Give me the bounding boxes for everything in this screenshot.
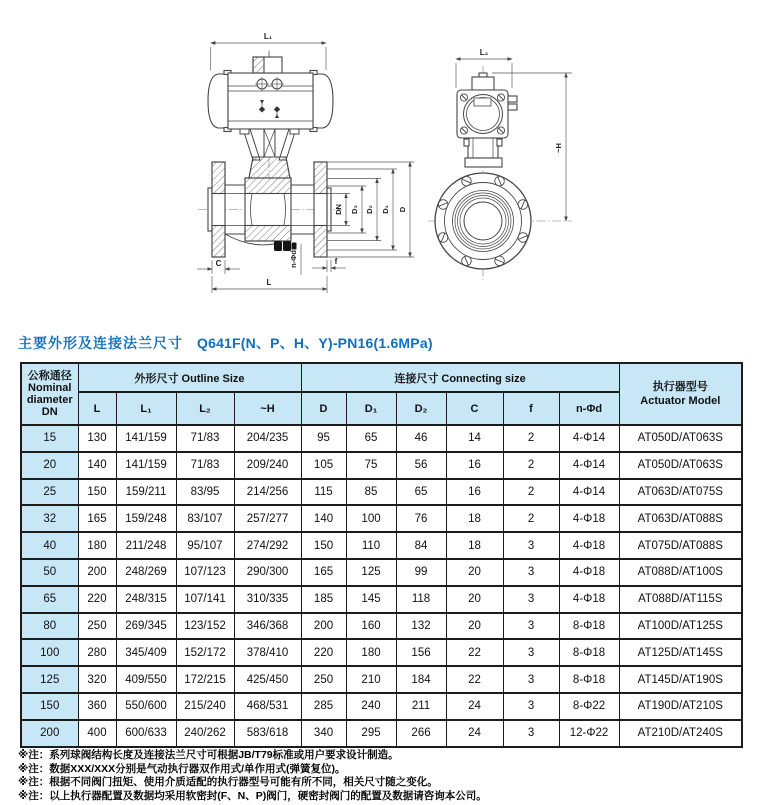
cell-n-phi-d: 4-Φ18 bbox=[559, 586, 619, 613]
cell-dn: 80 bbox=[21, 613, 78, 640]
cell-h: 468/531 bbox=[234, 693, 301, 720]
footnote-line: ※注：系列球阀结构长度及连接法兰尺寸可根据JB/T79标准或用户要求设计制造。 bbox=[18, 749, 399, 761]
cell-d1: 145 bbox=[346, 586, 396, 613]
cell-n-phi-d: 8-Φ18 bbox=[559, 613, 619, 640]
cell-l1: 141/159 bbox=[116, 452, 176, 479]
cell-dn: 150 bbox=[21, 693, 78, 720]
table-body bbox=[21, 425, 742, 747]
header-nominal-line: 公称通径 bbox=[27, 370, 72, 382]
cell-d2: 65 bbox=[396, 479, 446, 506]
cell-f: 2 bbox=[503, 505, 559, 532]
cell-d: 340 bbox=[301, 720, 346, 747]
cell-n-phi-d: 4-Φ18 bbox=[559, 532, 619, 559]
header-row-groups bbox=[21, 363, 742, 392]
cell-l: 130 bbox=[78, 425, 116, 452]
header-col-n-phi-d: n-Φd bbox=[559, 392, 619, 425]
cell-l1: 248/315 bbox=[116, 586, 176, 613]
cell-d: 140 bbox=[301, 505, 346, 532]
cell-h: 583/618 bbox=[234, 720, 301, 747]
header-col-D2: D₂ bbox=[396, 392, 446, 425]
cell-dn: 40 bbox=[21, 532, 78, 559]
cell-l1: 211/248 bbox=[116, 532, 176, 559]
cell-n-phi-d: 4-Φ14 bbox=[559, 452, 619, 479]
header-connecting-group: 连接尺寸 Connecting size bbox=[301, 363, 619, 392]
cell-d1: 110 bbox=[346, 532, 396, 559]
section-title bbox=[18, 333, 433, 353]
cell-h: 209/240 bbox=[234, 452, 301, 479]
dim-label-l1: L₁ bbox=[263, 32, 273, 41]
table-row bbox=[21, 586, 742, 613]
cell-c: 20 bbox=[446, 559, 503, 586]
cell-d1: 180 bbox=[346, 639, 396, 666]
cell-c: 20 bbox=[446, 613, 503, 640]
table-row bbox=[21, 505, 742, 532]
cell-dn: 50 bbox=[21, 559, 78, 586]
header-actuator-model bbox=[619, 363, 742, 425]
cell-c: 24 bbox=[446, 693, 503, 720]
cell-f: 2 bbox=[503, 425, 559, 452]
header-nominal-line: DN bbox=[41, 406, 58, 418]
cell-f: 3 bbox=[503, 532, 559, 559]
cell-c: 16 bbox=[446, 479, 503, 506]
header-col-H: ~H bbox=[234, 392, 301, 425]
cell-d1: 65 bbox=[346, 425, 396, 452]
cell-l1: 159/211 bbox=[116, 479, 176, 506]
flange-end-view bbox=[435, 173, 531, 269]
cell-l1: 248/269 bbox=[116, 559, 176, 586]
table-row bbox=[21, 452, 742, 479]
cell-l1: 600/633 bbox=[116, 720, 176, 747]
dim-label-d1: D₁ bbox=[381, 205, 390, 214]
cell-d1: 125 bbox=[346, 559, 396, 586]
cell-d2: 266 bbox=[396, 720, 446, 747]
header-nominal-line: Nominal bbox=[28, 382, 72, 394]
cell-f: 3 bbox=[503, 613, 559, 640]
cell-d2: 99 bbox=[396, 559, 446, 586]
cell-h: 425/450 bbox=[234, 666, 301, 693]
cell-l1: 550/600 bbox=[116, 693, 176, 720]
valve-end-view-drawing bbox=[420, 20, 650, 315]
cell-actuator-model: AT050D/AT063S bbox=[619, 452, 742, 479]
header-actuator-line: 执行器型号 bbox=[652, 381, 708, 393]
cell-l: 320 bbox=[78, 666, 116, 693]
section-title-zh: 主要外形及连接法兰尺寸 bbox=[18, 335, 183, 351]
cell-f: 3 bbox=[503, 639, 559, 666]
cell-f: 3 bbox=[503, 666, 559, 693]
cell-n-phi-d: 4-Φ18 bbox=[559, 505, 619, 532]
dim-label-d3: D₃ bbox=[350, 205, 359, 214]
cell-d: 150 bbox=[301, 532, 346, 559]
header-actuator-line: Actuator Model bbox=[640, 395, 721, 407]
cell-l: 165 bbox=[78, 505, 116, 532]
table-row bbox=[21, 666, 742, 693]
cell-l: 140 bbox=[78, 452, 116, 479]
cell-d: 200 bbox=[301, 613, 346, 640]
table-row bbox=[21, 559, 742, 586]
cell-dn: 65 bbox=[21, 586, 78, 613]
cell-f: 3 bbox=[503, 720, 559, 747]
header-col-D1: D₁ bbox=[346, 392, 396, 425]
cell-c: 22 bbox=[446, 666, 503, 693]
cell-n-phi-d: 4-Φ14 bbox=[559, 479, 619, 506]
cell-d1: 160 bbox=[346, 613, 396, 640]
mounting-bracket bbox=[240, 129, 299, 178]
cell-actuator-model: AT145D/AT190S bbox=[619, 666, 742, 693]
cell-l: 360 bbox=[78, 693, 116, 720]
table-row bbox=[21, 532, 742, 559]
dim-label-h: ~H bbox=[554, 143, 563, 153]
cell-actuator-model: AT075D/AT088S bbox=[619, 532, 742, 559]
table-row bbox=[21, 720, 742, 747]
cell-actuator-model: AT125D/AT145S bbox=[619, 639, 742, 666]
cell-d2: 46 bbox=[396, 425, 446, 452]
cell-l: 400 bbox=[78, 720, 116, 747]
cell-d2: 132 bbox=[396, 613, 446, 640]
dim-label-l: L bbox=[266, 278, 272, 287]
cell-d2: 184 bbox=[396, 666, 446, 693]
cell-d: 95 bbox=[301, 425, 346, 452]
cell-l2: 71/83 bbox=[176, 452, 234, 479]
cell-c: 14 bbox=[446, 425, 503, 452]
header-nominal-line: diameter bbox=[26, 394, 73, 406]
cell-l2: 172/215 bbox=[176, 666, 234, 693]
cell-actuator-model: AT190D/AT210S bbox=[619, 693, 742, 720]
cell-n-phi-d: 12-Φ22 bbox=[559, 720, 619, 747]
cell-f: 3 bbox=[503, 693, 559, 720]
cell-n-phi-d: 8-Φ22 bbox=[559, 693, 619, 720]
cell-n-phi-d: 8-Φ18 bbox=[559, 639, 619, 666]
cell-h: 257/277 bbox=[234, 505, 301, 532]
cell-h: 204/235 bbox=[234, 425, 301, 452]
cell-l2: 152/172 bbox=[176, 639, 234, 666]
cell-d: 115 bbox=[301, 479, 346, 506]
dim-label-c: C bbox=[215, 259, 222, 268]
cell-actuator-model: AT063D/AT075S bbox=[619, 479, 742, 506]
cell-dn: 25 bbox=[21, 479, 78, 506]
cell-c: 18 bbox=[446, 532, 503, 559]
drain-plug bbox=[274, 241, 297, 251]
cell-d: 165 bbox=[301, 559, 346, 586]
footnote-line: ※注：根据不同阀门扭矩、使用介质适配的执行器型号可能有所不同，相关尺寸随之变化。 bbox=[18, 776, 438, 788]
cell-actuator-model: AT063D/AT088S bbox=[619, 505, 742, 532]
header-col-L1: L₁ bbox=[116, 392, 176, 425]
cell-d: 250 bbox=[301, 666, 346, 693]
table-row bbox=[21, 639, 742, 666]
dim-label-f: f bbox=[334, 257, 338, 266]
cell-c: 20 bbox=[446, 586, 503, 613]
cell-h: 214/256 bbox=[234, 479, 301, 506]
dimension-table bbox=[20, 362, 743, 748]
cell-d2: 211 bbox=[396, 693, 446, 720]
header-col-D: D bbox=[301, 392, 346, 425]
cell-l2: 107/141 bbox=[176, 586, 234, 613]
header-outline-group: 外形尺寸 Outline Size bbox=[78, 363, 301, 392]
cell-c: 18 bbox=[446, 505, 503, 532]
cell-dn: 20 bbox=[21, 452, 78, 479]
actuator-end-view bbox=[457, 73, 517, 167]
table-row bbox=[21, 693, 742, 720]
header-nominal-diameter bbox=[21, 363, 78, 425]
cell-f: 3 bbox=[503, 586, 559, 613]
cell-actuator-model: AT088D/AT115S bbox=[619, 586, 742, 613]
cell-actuator-model: AT100D/AT125S bbox=[619, 613, 742, 640]
dim-label-n-phi-d: n-Φd bbox=[289, 250, 298, 268]
cell-l: 250 bbox=[78, 613, 116, 640]
section-title-model: Q641F(N、P、H、Y)-PN16(1.6MPa) bbox=[197, 335, 433, 351]
cell-l2: 95/107 bbox=[176, 532, 234, 559]
cell-l: 150 bbox=[78, 479, 116, 506]
cell-l1: 269/345 bbox=[116, 613, 176, 640]
cell-l: 220 bbox=[78, 586, 116, 613]
cell-h: 274/292 bbox=[234, 532, 301, 559]
cell-actuator-model: AT088D/AT100S bbox=[619, 559, 742, 586]
cell-n-phi-d: 8-Φ18 bbox=[559, 666, 619, 693]
pneumatic-actuator bbox=[208, 52, 333, 132]
dim-label-d: D bbox=[398, 206, 407, 213]
cell-l2: 83/107 bbox=[176, 505, 234, 532]
cell-f: 2 bbox=[503, 479, 559, 506]
cell-actuator-model: AT050D/AT063S bbox=[619, 425, 742, 452]
cell-l1: 159/248 bbox=[116, 505, 176, 532]
cell-d1: 100 bbox=[346, 505, 396, 532]
cell-l: 200 bbox=[78, 559, 116, 586]
cell-dn: 200 bbox=[21, 720, 78, 747]
table-row bbox=[21, 479, 742, 506]
cell-dn: 15 bbox=[21, 425, 78, 452]
cell-dn: 100 bbox=[21, 639, 78, 666]
header-col-C: C bbox=[446, 392, 503, 425]
cell-l1: 345/409 bbox=[116, 639, 176, 666]
cell-l2: 83/95 bbox=[176, 479, 234, 506]
header-col-f: f bbox=[503, 392, 559, 425]
cell-d: 185 bbox=[301, 586, 346, 613]
table-row bbox=[21, 425, 742, 452]
cell-l2: 107/123 bbox=[176, 559, 234, 586]
cell-d1: 85 bbox=[346, 479, 396, 506]
cell-l1: 141/159 bbox=[116, 425, 176, 452]
cell-d: 285 bbox=[301, 693, 346, 720]
cell-l: 180 bbox=[78, 532, 116, 559]
cell-c: 22 bbox=[446, 639, 503, 666]
cell-h: 346/368 bbox=[234, 613, 301, 640]
cell-l2: 123/152 bbox=[176, 613, 234, 640]
footnote-line: ※注：数据XXX/XXX分别是气动执行器双作用式/单作用式(弹簧复位)。 bbox=[18, 762, 346, 775]
cell-l: 280 bbox=[78, 639, 116, 666]
cell-n-phi-d: 4-Φ14 bbox=[559, 425, 619, 452]
cell-d2: 84 bbox=[396, 532, 446, 559]
cell-f: 3 bbox=[503, 559, 559, 586]
cell-d2: 118 bbox=[396, 586, 446, 613]
header-col-L2: L₂ bbox=[176, 392, 234, 425]
dim-label-l2: L₂ bbox=[479, 48, 489, 57]
cell-dn: 32 bbox=[21, 505, 78, 532]
cell-d: 105 bbox=[301, 452, 346, 479]
cell-d1: 75 bbox=[346, 452, 396, 479]
dim-label-d2: D₂ bbox=[365, 205, 374, 214]
cell-d2: 156 bbox=[396, 639, 446, 666]
cell-actuator-model: AT210D/AT240S bbox=[619, 720, 742, 747]
cell-h: 290/300 bbox=[234, 559, 301, 586]
cell-h: 310/335 bbox=[234, 586, 301, 613]
footnote-line: ※注：以上执行器配置及数据均采用软密封(F、N、P)阀门，硬密封阀门的配置及数据请咨询本公司。 bbox=[18, 789, 487, 802]
header-col-L: L bbox=[78, 392, 116, 425]
cell-n-phi-d: 4-Φ18 bbox=[559, 559, 619, 586]
cell-d: 220 bbox=[301, 639, 346, 666]
dim-label-dn: DN bbox=[334, 204, 343, 215]
cell-l2: 215/240 bbox=[176, 693, 234, 720]
valve-side-view-drawing bbox=[140, 12, 450, 327]
cell-d1: 240 bbox=[346, 693, 396, 720]
cell-d2: 56 bbox=[396, 452, 446, 479]
footnotes bbox=[18, 749, 487, 803]
cell-l1: 409/550 bbox=[116, 666, 176, 693]
cell-l2: 71/83 bbox=[176, 425, 234, 452]
cell-h: 378/410 bbox=[234, 639, 301, 666]
cell-d1: 295 bbox=[346, 720, 396, 747]
table-row bbox=[21, 613, 742, 640]
cell-d2: 76 bbox=[396, 505, 446, 532]
cell-l2: 240/262 bbox=[176, 720, 234, 747]
cell-f: 2 bbox=[503, 452, 559, 479]
cell-c: 24 bbox=[446, 720, 503, 747]
cell-d1: 210 bbox=[346, 666, 396, 693]
cell-c: 16 bbox=[446, 452, 503, 479]
cell-dn: 125 bbox=[21, 666, 78, 693]
